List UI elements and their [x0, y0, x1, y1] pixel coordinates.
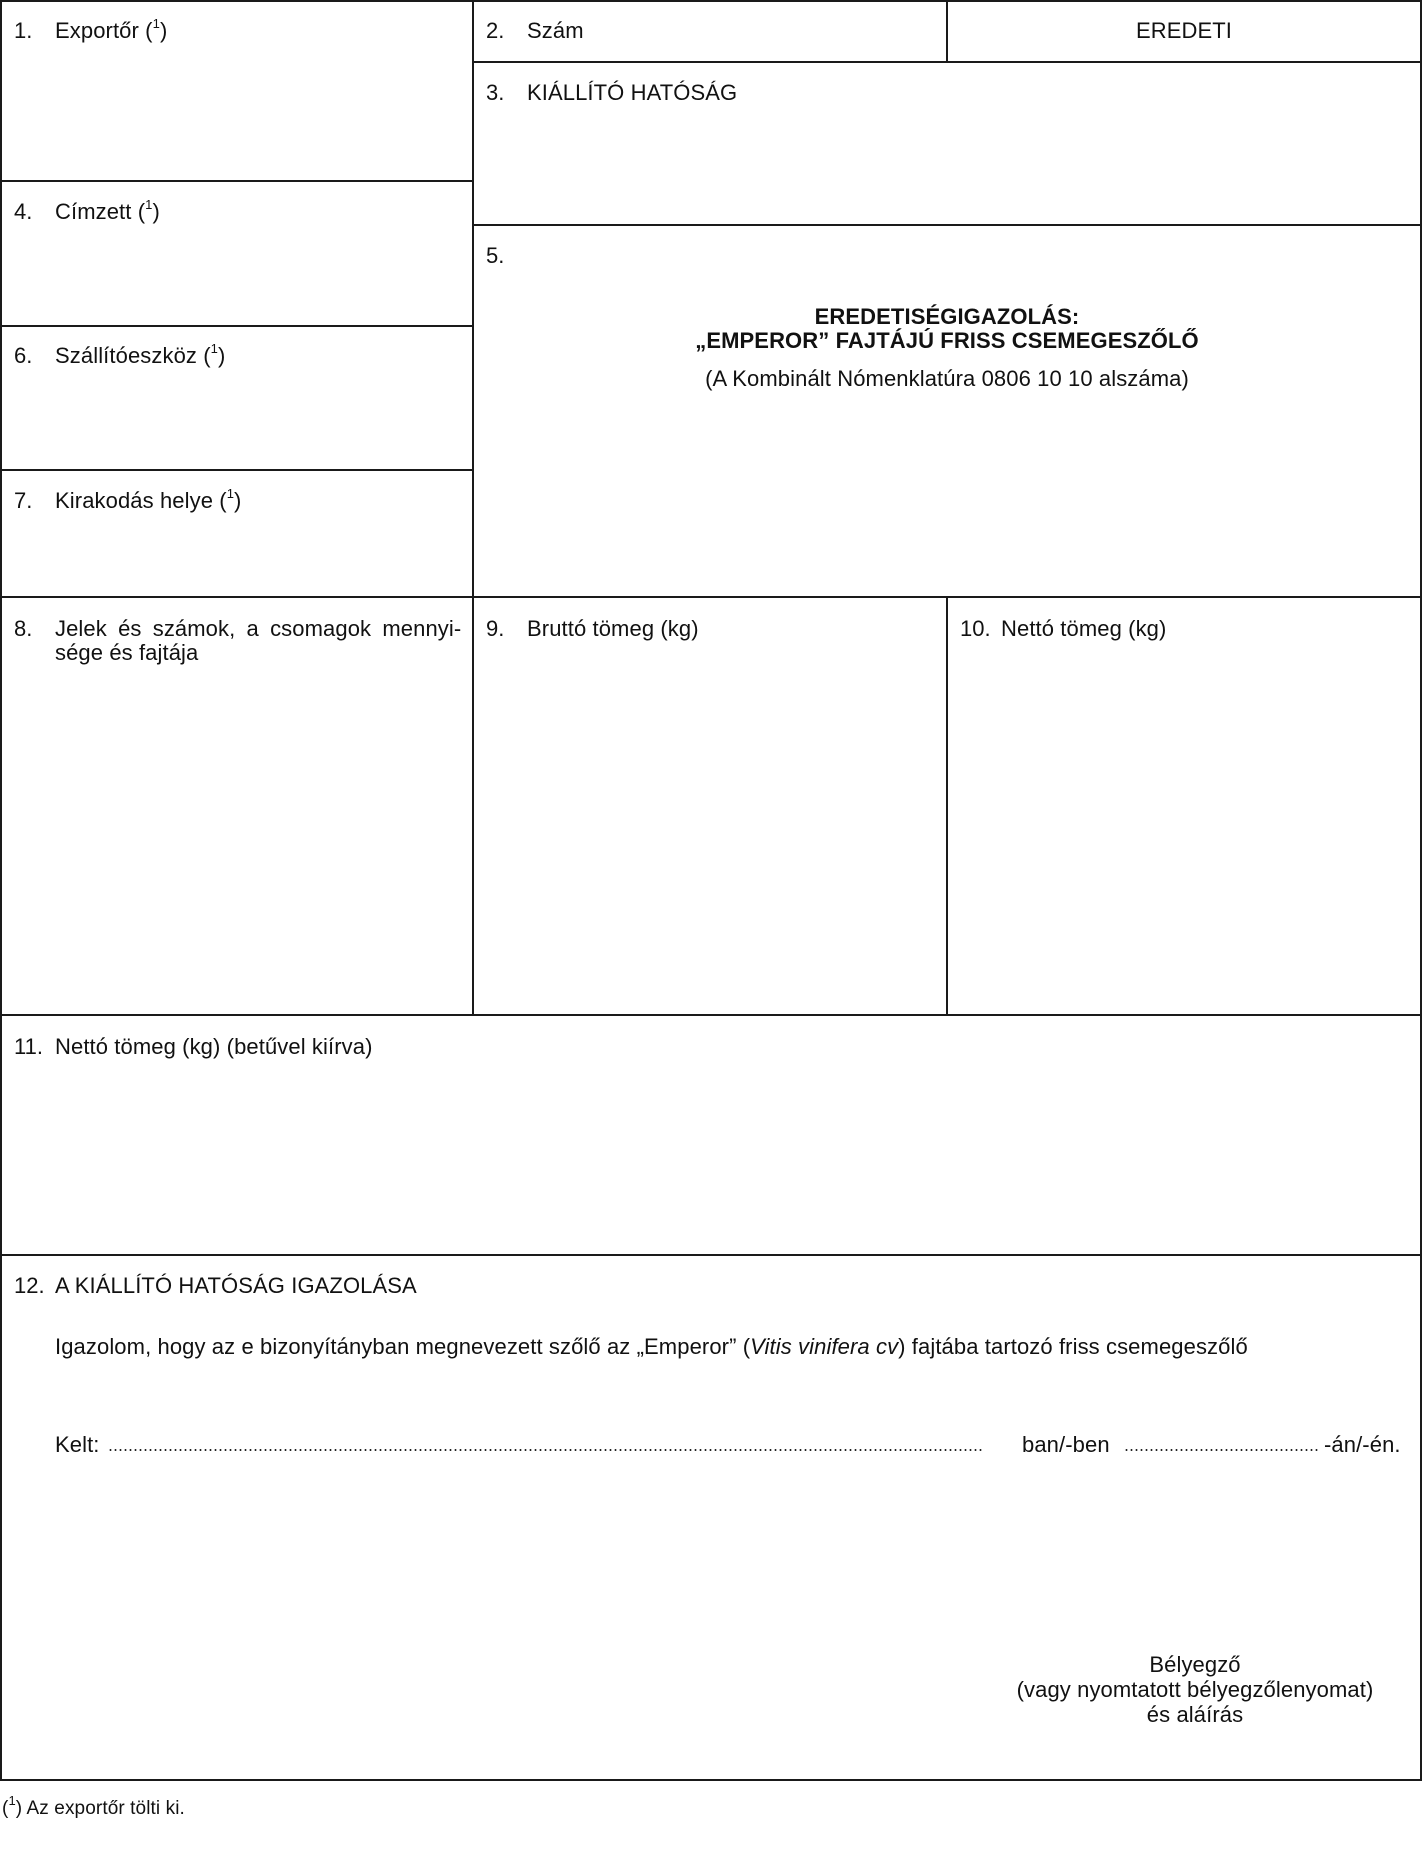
kelt-date-field[interactable] [1124, 1449, 1320, 1451]
box-10-label: Nettó tömeg (kg) [1001, 616, 1167, 641]
box-8-label-line-1: Jelek és számok, a csomagok mennyi- [55, 616, 462, 641]
footnote-ref: 1 [8, 1792, 16, 1808]
box-6-label-text: Szállítóeszköz ( [55, 343, 211, 368]
footnote-text: ) Az exportőr tölti ki. [15, 1798, 185, 1819]
stamp-line-2: (vagy nyomtatott bélyegzőlenyomat) [1016, 1677, 1374, 1702]
frame-bottom [0, 1779, 1422, 1781]
box-11-number: 11. [14, 1034, 43, 1059]
footnote [2, 1792, 185, 1821]
box-1-label-text: Exportőr ( [55, 18, 153, 43]
divider-below-box6 [0, 469, 473, 471]
box-7-label-text: Kirakodás helye ( [55, 488, 227, 513]
divider-below-box11 [0, 1254, 1422, 1256]
box-5-number: 5. [486, 243, 505, 268]
box-11-label: Nettó tömeg (kg) (betűvel kiírva) [55, 1034, 373, 1059]
box-1-label-close: ) [159, 18, 168, 43]
box-8-number: 8. [14, 616, 33, 641]
box-7-label-close: ) [234, 488, 242, 513]
divider-below-box4 [0, 325, 473, 327]
stamp-line-1: Bélyegző [1149, 1652, 1241, 1677]
box-4-footnote-ref: 1 [145, 196, 153, 212]
original-label: EREDETI [1135, 18, 1233, 43]
box-9-number: 9. [486, 616, 505, 641]
divider-below-box2 [472, 61, 1422, 63]
stamp-line-3: és aláírás [1146, 1702, 1244, 1727]
box-1-number: 1. [14, 18, 33, 43]
certificate-title-line-1: EREDETISÉGIGAZOLÁS: [814, 304, 1080, 329]
box-2-label: Szám [527, 18, 584, 43]
box-3-label: KIÁLLÍTÓ HATÓSÁG [527, 80, 738, 105]
box-9-label: Bruttó tömeg (kg) [527, 616, 699, 641]
frame-left [0, 0, 2, 1781]
box-7-number: 7. [14, 488, 33, 513]
box-2-number: 2. [486, 18, 505, 43]
box-8-label-line-2: sége és fajtája [55, 640, 199, 665]
frame-top [0, 0, 1422, 2]
ban-ben-label: ban/-ben [1022, 1432, 1110, 1457]
box-12-label: A KIÁLLÍTÓ HATÓSÁG IGAZOLÁSA [55, 1273, 417, 1298]
divider-box9-box10 [946, 597, 948, 1015]
divider-below-row5 [0, 596, 1422, 598]
kelt-label: Kelt: [55, 1432, 100, 1457]
certificate-subtitle: (A Kombinált Nómenklatúra 0806 10 10 alszáma) [705, 366, 1189, 391]
box-12-number: 12. [14, 1273, 45, 1298]
box-1-label [55, 15, 168, 43]
box-7-footnote-ref: 1 [226, 485, 235, 501]
box-4-label-close: ) [152, 199, 160, 224]
an-en-label: -án/-én. [1324, 1432, 1401, 1457]
divider-below-box1 [0, 180, 473, 182]
box-4-label [55, 196, 160, 224]
box-6-label-close: ) [218, 343, 226, 368]
box-4-number: 4. [14, 199, 33, 224]
statement-part-1: Igazolom, hogy az e bizonyítányban megnevezett szőlő az „Emperor” ( [55, 1334, 751, 1359]
divider-below-row8 [0, 1014, 1422, 1016]
certificate-title-line-2: „EMPEROR” FAJTÁJÚ FRISS CSEMEGESZŐLŐ [695, 328, 1199, 353]
certification-statement [55, 1334, 1248, 1359]
box-10-number: 10. [960, 616, 991, 641]
statement-species-italic: Vitis vinifera cv [750, 1334, 899, 1359]
box-7-label [55, 485, 242, 513]
statement-part-2: ) fajtába tartozó friss csemegeszőlő [898, 1334, 1248, 1359]
box-4-label-text: Címzett ( [55, 199, 146, 224]
box-3-number: 3. [486, 80, 505, 105]
stamp-and-signature-area[interactable] [1000, 1652, 1390, 1727]
box-6-number: 6. [14, 343, 33, 368]
footnote-open: ( [2, 1798, 9, 1819]
divider-main-left [472, 0, 474, 1015]
box-6-footnote-ref: 1 [210, 340, 218, 356]
box-1-footnote-ref: 1 [152, 15, 160, 31]
divider-below-box3 [472, 224, 1422, 226]
box-6-label [55, 340, 226, 368]
kelt-place-field[interactable] [108, 1449, 984, 1451]
